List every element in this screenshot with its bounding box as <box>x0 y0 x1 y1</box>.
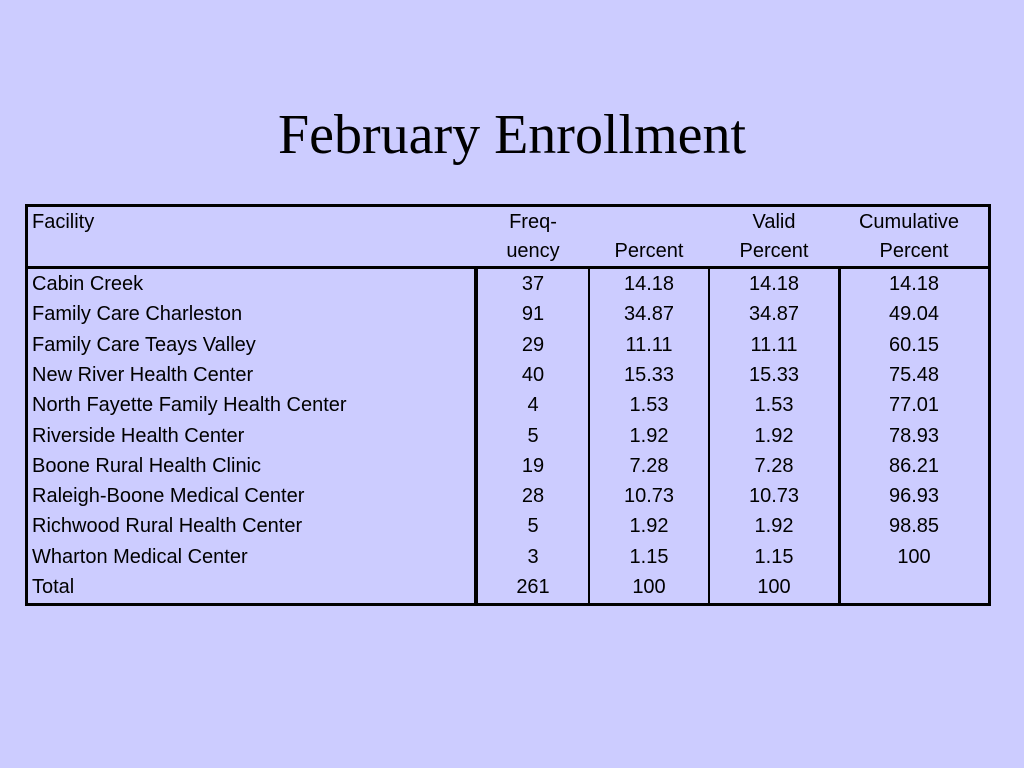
cell-cumulative-percent: 78.93 <box>888 424 940 447</box>
header-cumulative-line1: Cumulative <box>858 211 960 233</box>
cell-frequency: 29 <box>521 333 545 356</box>
cell-cumulative-percent: 49.04 <box>888 303 940 326</box>
cell-cumulative-percent: 75.48 <box>888 363 940 386</box>
cell-facility: Cabin Creek <box>32 273 144 295</box>
cell-frequency: 19 <box>521 454 545 477</box>
cell-frequency: 4 <box>527 394 539 417</box>
cell-percent: 1.53 <box>629 394 669 417</box>
cell-percent: 1.92 <box>629 424 669 447</box>
cell-facility: Family Care Teays Valley <box>32 333 256 356</box>
cell-facility: Family Care Charleston <box>32 303 243 326</box>
cell-frequency: 91 <box>521 303 545 326</box>
slide-title: February Enrollment <box>277 104 747 166</box>
cell-frequency: 5 <box>527 424 539 447</box>
cell-valid-percent: 1.92 <box>754 424 794 447</box>
cell-valid-percent: 1.15 <box>754 545 794 568</box>
cell-valid-percent: 15.33 <box>748 363 800 386</box>
cell-percent: 15.33 <box>623 363 675 386</box>
cell-cumulative-percent: 98.85 <box>888 515 940 538</box>
cell-frequency: 5 <box>527 515 539 538</box>
cell-frequency: 40 <box>521 363 545 386</box>
cell-cumulative-percent: 77.01 <box>888 394 940 417</box>
cell-cumulative-percent: 96.93 <box>888 485 940 508</box>
cell-valid-percent: 11.11 <box>750 333 798 356</box>
header-cumulative-line2: Percent <box>879 240 949 262</box>
cell-frequency: 37 <box>521 273 545 295</box>
header-frequency-line1: Freq- <box>509 211 557 233</box>
cell-percent: 14.18 <box>623 273 675 295</box>
cell-valid-percent: 1.53 <box>754 394 794 417</box>
cell-percent: 1.92 <box>629 515 669 538</box>
cell-facility: Boone Rural Health Clinic <box>32 454 262 477</box>
cell-cumulative-percent: 100 <box>897 545 931 568</box>
header-facility: Facility <box>32 211 95 233</box>
cell-facility: Total <box>32 576 75 598</box>
cell-frequency: 3 <box>527 545 539 568</box>
cell-percent: 100 <box>632 576 666 598</box>
cell-valid-percent: 10.73 <box>748 485 800 508</box>
cell-percent: 34.87 <box>623 303 675 326</box>
cell-facility: Wharton Medical Center <box>32 545 248 568</box>
cell-cumulative-percent: 14.18 <box>888 273 940 295</box>
cell-cumulative-percent: 86.21 <box>888 454 940 477</box>
cell-percent: 1.15 <box>629 545 669 568</box>
cell-facility: New River Health Center <box>32 363 254 386</box>
cell-valid-percent: 34.87 <box>748 303 800 326</box>
header-valid-line1: Valid <box>752 211 796 233</box>
cell-valid-percent: 7.28 <box>754 454 794 477</box>
cell-valid-percent: 100 <box>757 576 791 598</box>
cell-valid-percent: 1.92 <box>754 515 794 538</box>
cell-facility: Richwood Rural Health Center <box>32 515 303 538</box>
cell-valid-percent: 14.18 <box>748 273 800 295</box>
cell-frequency: 261 <box>516 576 550 598</box>
header-percent: Percent <box>614 240 684 262</box>
header-valid-line2: Percent <box>739 240 809 262</box>
cell-percent: 10.73 <box>623 485 675 508</box>
cell-facility: Raleigh-Boone Medical Center <box>32 485 305 508</box>
header-frequency-line2: uency <box>506 240 560 262</box>
cell-percent: 11.11 <box>625 333 673 356</box>
cell-facility: Riverside Health Center <box>32 424 245 447</box>
cell-frequency: 28 <box>521 485 545 508</box>
cell-cumulative-percent: 60.15 <box>888 333 940 356</box>
cell-facility: North Fayette Family Health Center <box>32 394 347 417</box>
cell-percent: 7.28 <box>629 454 669 477</box>
